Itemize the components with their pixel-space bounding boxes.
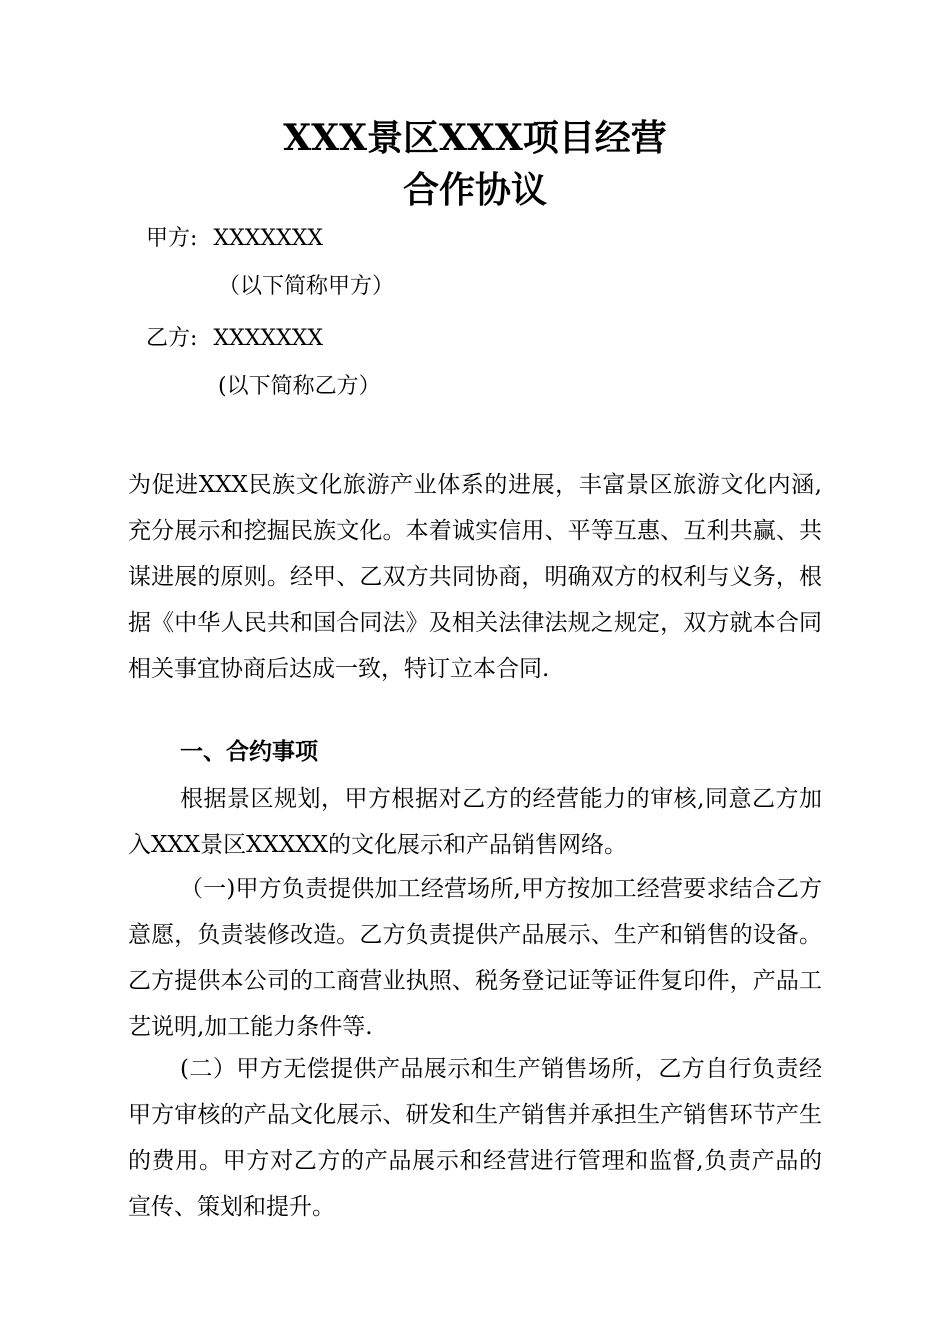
party-b-label: 乙方:	[146, 326, 198, 351]
intro-paragraph: 为促进XXX民族文化旅游产业体系的进展，丰富景区旅游文化内涵,充分展示和挖掘民族文化。本着诚实信用、平等互惠、互利共赢、共谋进展的原则。经甲、乙双方共同协商，明确双方的权利与义务，根据《中华人民共和国合同法》及相关法律法规之规定，双方就本合同相关事宜协商后达成一致，特订立本合同.	[128, 472, 822, 682]
party-a-label: 甲方:	[146, 226, 198, 251]
document-title-line2: 合作协议	[402, 169, 547, 211]
party-b-name: XXXXXXX	[213, 326, 324, 351]
party-a-line	[146, 224, 323, 254]
party-b-line	[146, 324, 323, 354]
document-title-line1: XXX景区XXX项目经营	[283, 117, 667, 159]
section-one-item-two: (二）甲方无偿提供产品展示和生产销售场所，乙方自行负责经甲方审核的产品文化展示、研发和生产销售并承担生产销售环节产生的费用。甲方对乙方的产品展示和经营进行管理和监督,负责产品的宣传、策划和提升。	[128, 1056, 822, 1220]
party-a-name: XXXXXXX	[213, 226, 324, 251]
party-a-note: （以下简称甲方）	[218, 274, 395, 299]
section-one-paragraph: 根据景区规划，甲方根据对乙方的经营能力的审核,同意乙方加入XXX景区XXXXX的文化展示和产品销售网络。	[128, 786, 822, 858]
party-b-note: (以下简称乙方）	[218, 374, 381, 399]
section-one-item-one: （一)甲方负责提供加工经营场所,甲方按加工经营要求结合乙方意愿，负责装修改造。乙方负责提供产品展示、生产和销售的设备。乙方提供本公司的工商营业执照、税务登记证等证件复印件，产品工艺说明,加工能力条件等.	[128, 876, 822, 1040]
section-one-heading: 一、合约事项	[180, 739, 318, 765]
